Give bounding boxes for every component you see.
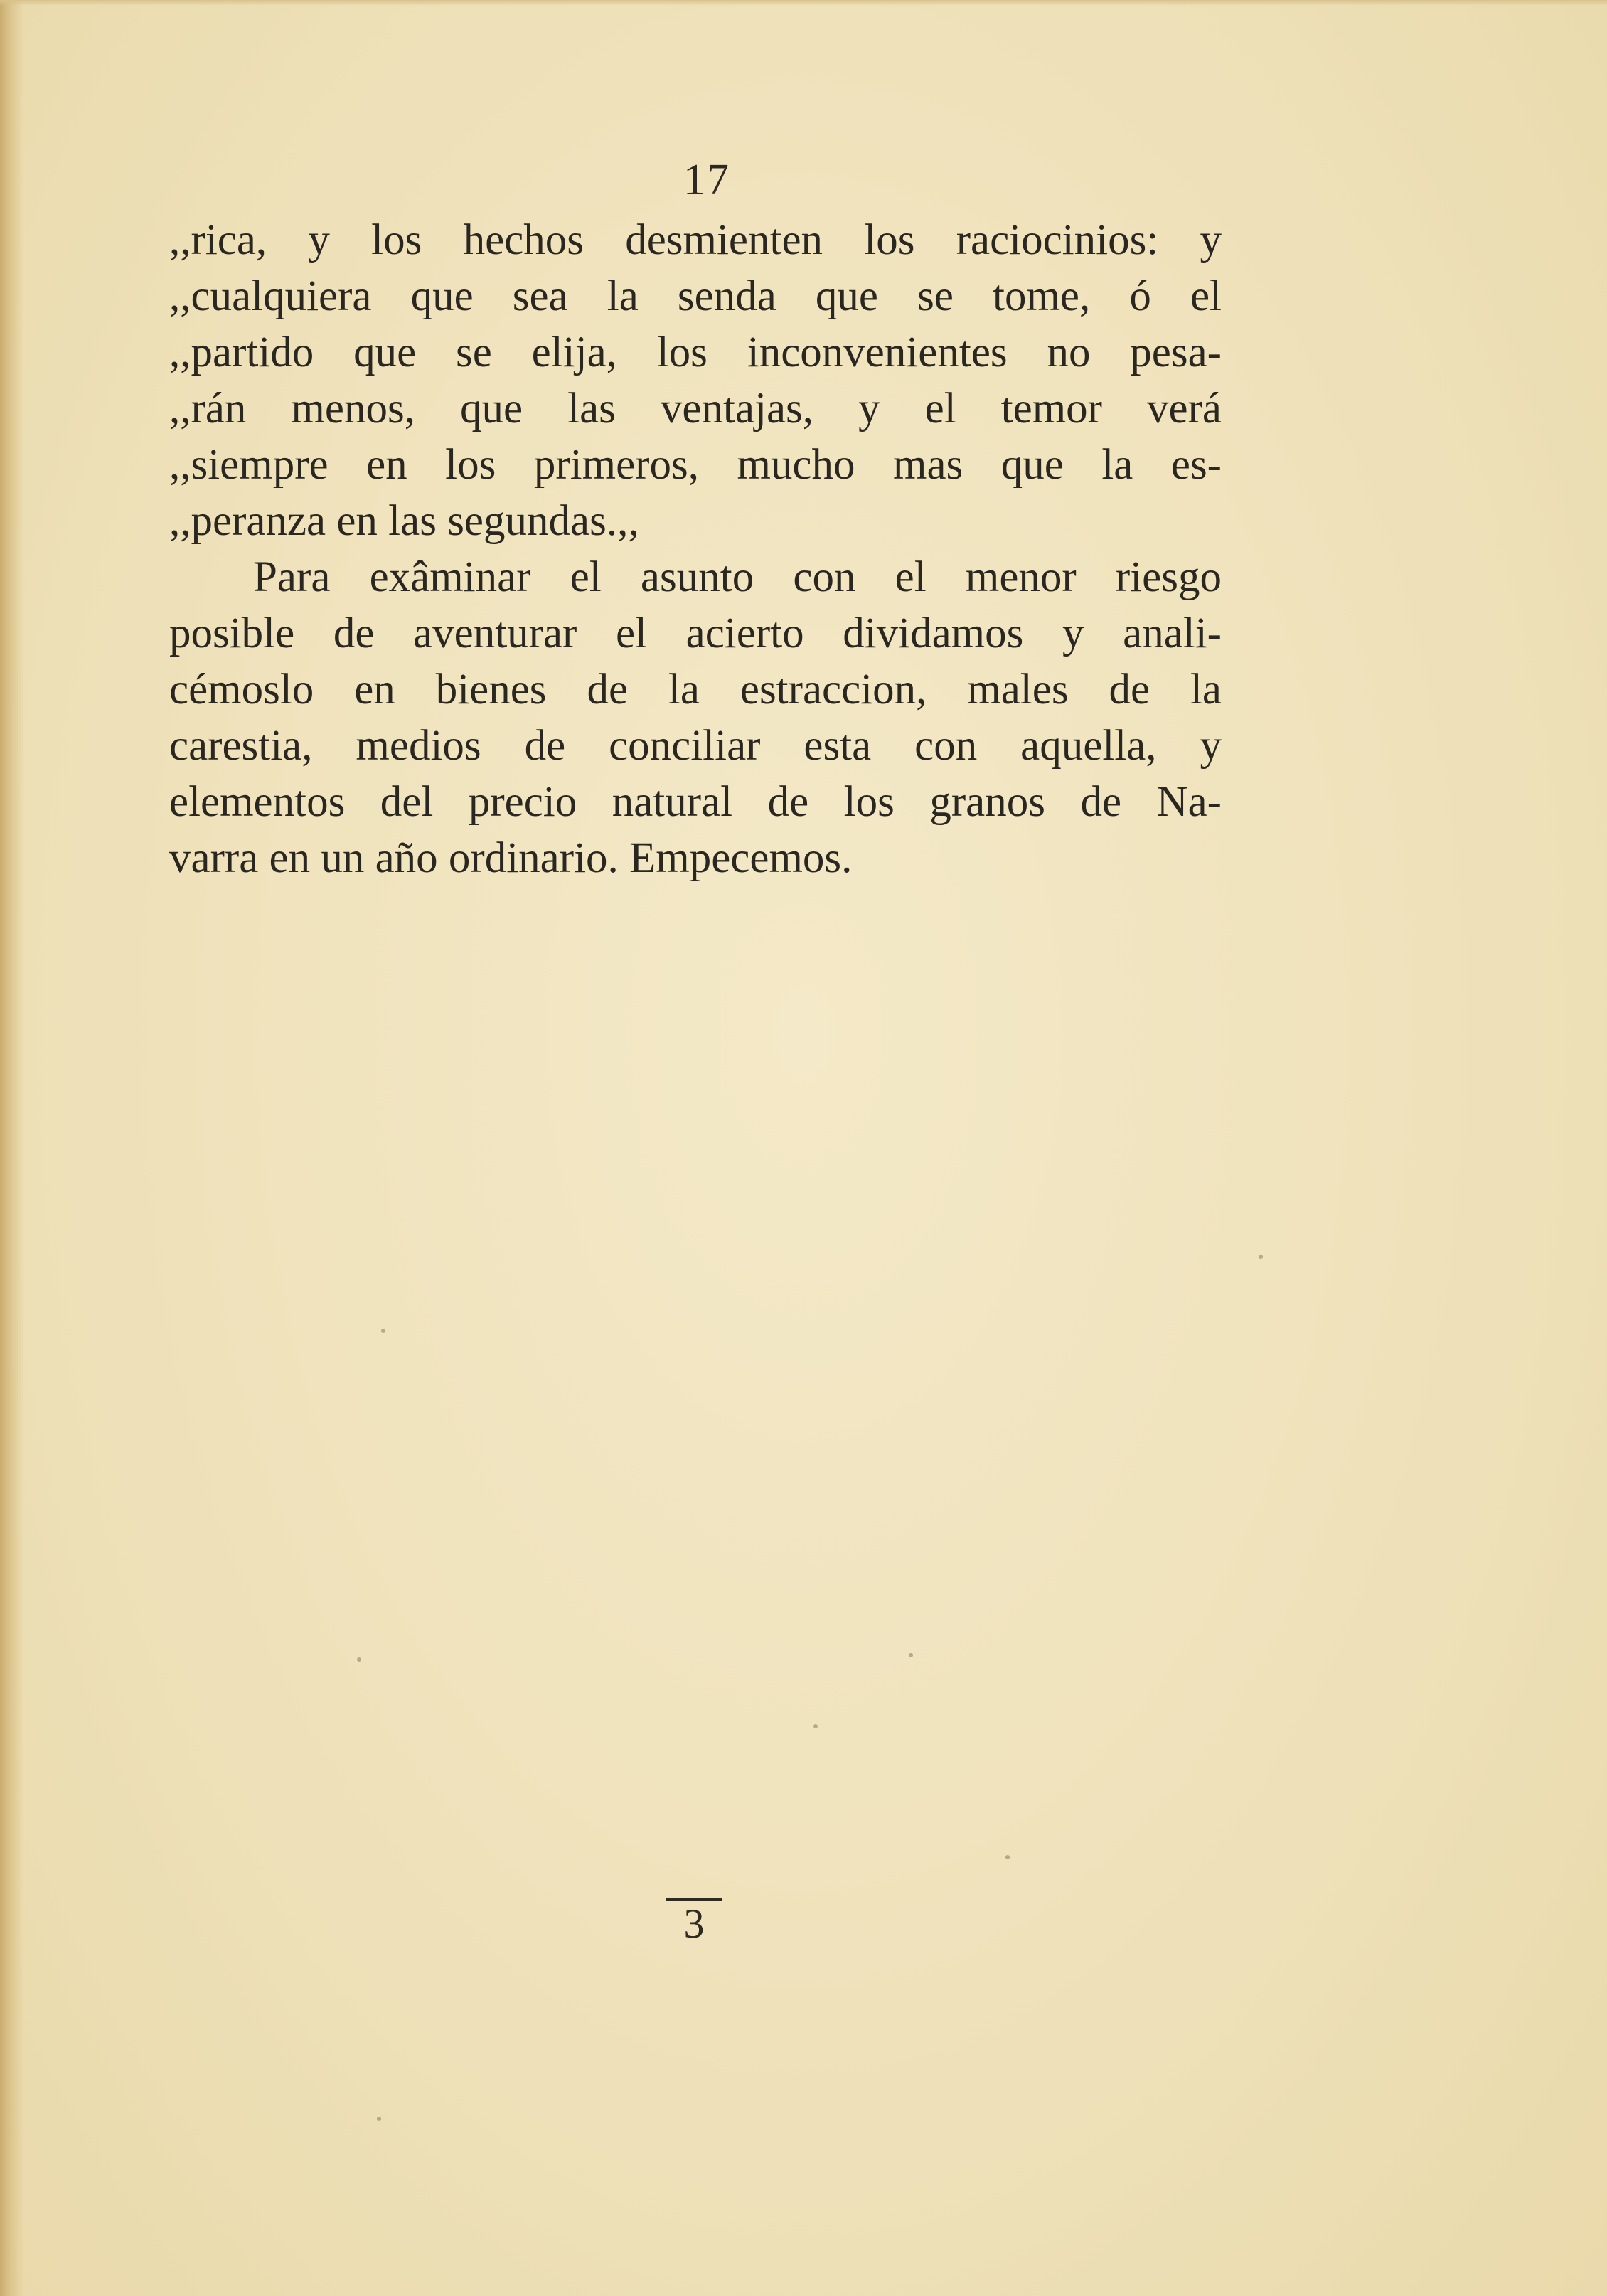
text-line: varra en un año ordinario. Empecemos. (169, 834, 853, 882)
paper-speck (357, 1657, 361, 1662)
text-line: ,,partido que se elija, los inconvenientes no pesa- (169, 329, 1222, 376)
text-line: ,,rica, y los hechos desmienten los raciocinios: y (169, 216, 1222, 264)
page-binding-edge (0, 0, 24, 2296)
paper-speck (909, 1653, 913, 1657)
paper-speck (1259, 1255, 1263, 1259)
text-line: ,,siempre en los primeros, mucho mas que la es- (169, 441, 1222, 489)
paper-speck (813, 1724, 818, 1728)
text-line: cémoslo en bienes de la estraccion, males de la (169, 666, 1222, 713)
printer-signature-mark: 3 (666, 1898, 722, 1946)
paper-speck (377, 2117, 381, 2121)
paragraph-first-line: Para exâminar el asunto con el menor riesgo (253, 553, 1222, 601)
page-number: 17 (683, 156, 730, 204)
text-line: posible de aventurar el acierto dividamos y anali- (169, 610, 1222, 657)
text-line: ,,rán menos, que las ventajas, y el temor verá (169, 385, 1222, 432)
text-line: elementos del precio natural de los granos de Na- (169, 778, 1222, 826)
text-line: ,,peranza en las segundas.,, (169, 497, 639, 545)
page-top-edge (0, 0, 1607, 6)
paper-speck (1005, 1855, 1010, 1859)
text-line: ,,cualquiera que sea la senda que se tome, ó el (169, 272, 1222, 320)
paper-speck (381, 1329, 385, 1333)
body-text (169, 212, 1222, 886)
text-line: carestia, medios de conciliar esta con aquella, y (169, 722, 1222, 770)
